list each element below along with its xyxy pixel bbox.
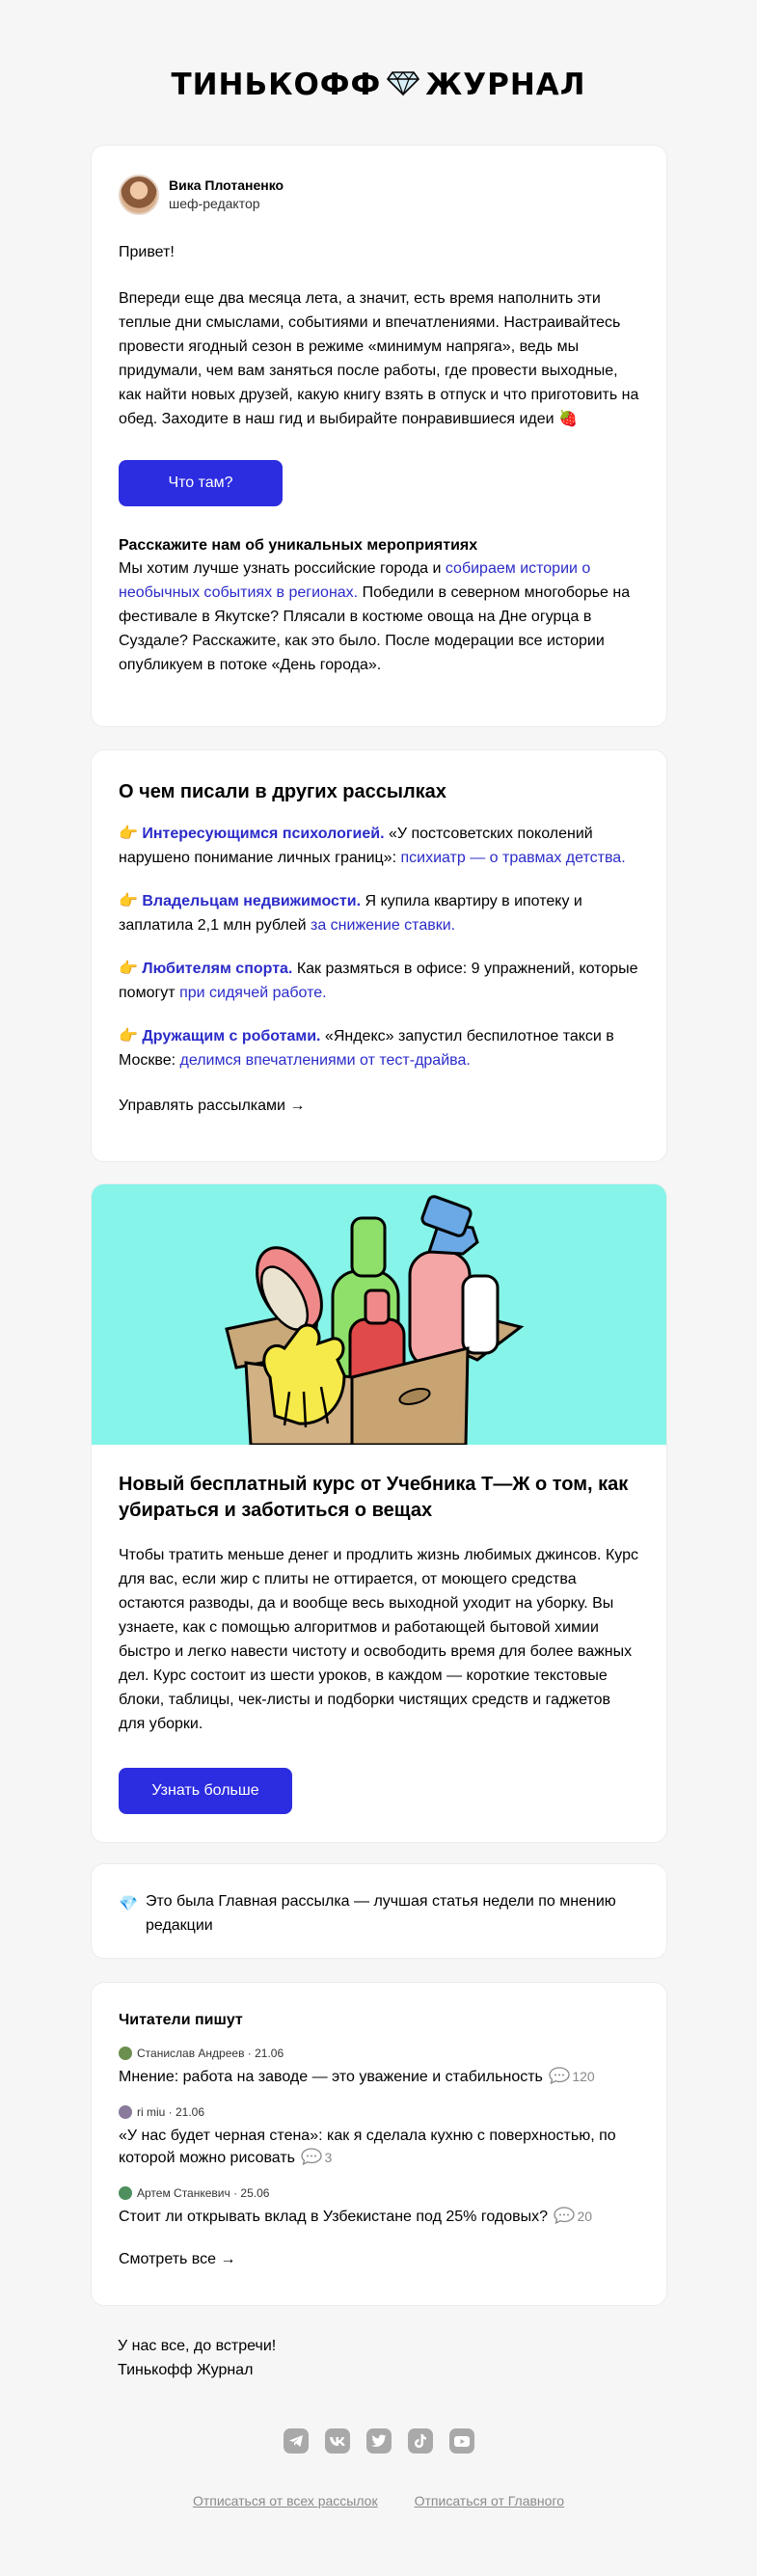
social-links (0, 2428, 757, 2454)
other-newsletters-card (91, 749, 667, 1162)
tiktok-icon[interactable] (408, 2428, 433, 2454)
farewell-line: У нас все, до встречи! (118, 2338, 277, 2354)
reader-meta: Артем Станкевич · 25.06 (137, 2186, 270, 2200)
logo-left-text: ТИНЬКОФФ (171, 68, 382, 102)
farewell (118, 2334, 276, 2382)
comments-number: 120 (572, 2069, 595, 2084)
newsletter-audience-link[interactable]: Любителям спорта. (142, 961, 293, 977)
comments-count (299, 2150, 332, 2165)
newsletter-text: Я купила квартиру в ипотеку и заплатила 2,1 млн рублей (119, 893, 582, 934)
newsletter-text: «Яндекс» запустил беспилотное такси в Москве: (119, 1028, 614, 1069)
diamond-logo-icon (387, 70, 419, 100)
avatar (119, 2186, 132, 2200)
twitter-icon[interactable] (366, 2428, 392, 2454)
events-text-part2: Победили в северном многоборье на фестивале в Якутске? Плясали в костюме овоща на Дне огурца в Суздале? Расскажите, как это было. После модерации все истории опубликуем в потоке «День города». (119, 584, 631, 673)
readers-title: Читатели пишут (119, 2012, 243, 2028)
events-text (119, 556, 639, 677)
intro-text (119, 286, 639, 431)
newsletter-article-link[interactable]: при сидячей работе. (179, 985, 327, 1001)
newsletter-article-link[interactable]: психиатр — о травмах детства. (400, 850, 626, 866)
pointing-hand-icon: 👉 (119, 826, 138, 842)
what-there-button[interactable]: Что там? (119, 460, 283, 506)
manage-subscriptions-link[interactable]: Управлять рассылками → (119, 1098, 306, 1114)
main-newsletter-note-card (91, 1863, 667, 1959)
cleaning-box-illustration (92, 1184, 666, 1445)
reader-post[interactable] (119, 2105, 639, 2169)
reader-meta: ri miu · 21.06 (137, 2105, 205, 2119)
list-item (119, 957, 639, 1005)
unsubscribe-main-link[interactable]: Отписаться от Главного (414, 2493, 565, 2508)
newsletter-text: Как размяться в офисе: 9 упражнений, которые помогут (119, 961, 638, 1001)
events-link[interactable]: собираем истории о необычных событиях в регионах. (119, 560, 591, 601)
course-card (91, 1183, 667, 1843)
greeting: Привет! (119, 244, 175, 260)
comments-number: 20 (577, 2209, 593, 2224)
comments-count (552, 2209, 592, 2224)
avatar (119, 2105, 132, 2119)
pointing-hand-icon: 👉 (119, 961, 138, 977)
readers-card (91, 1982, 667, 2306)
comment-bubble-icon (549, 2067, 570, 2084)
newsletter-audience-link[interactable]: Владельцам недвижимости. (142, 893, 362, 909)
comment-bubble-icon (554, 2207, 575, 2224)
events-title: Расскажите нам об уникальных мероприятиях (119, 537, 478, 554)
events-text-part1: Мы хотим лучше узнать российские города и (119, 560, 446, 577)
course-title: Новый бесплатный курс от Учебника Т—Ж о том, как убираться и заботиться о вещах (119, 1474, 629, 1521)
unsubscribe-all-link[interactable]: Отписаться от всех рассылок (192, 2493, 378, 2508)
learn-more-button[interactable]: Узнать больше (119, 1768, 292, 1814)
vk-icon[interactable] (325, 2428, 350, 2454)
reader-meta: Станислав Андреев · 21.06 (137, 2047, 284, 2060)
gem-icon: 💎 (119, 1896, 138, 1912)
editor-letter-card (91, 145, 667, 727)
strawberry-icon: 🍓 (558, 411, 578, 427)
youtube-icon[interactable] (449, 2428, 474, 2454)
reader-post[interactable] (119, 2186, 639, 2228)
author-role: шеф-редактор (169, 196, 260, 211)
list-item (119, 1024, 639, 1072)
logo[interactable] (0, 60, 757, 110)
see-all-link[interactable]: Смотреть все → (119, 2251, 236, 2267)
pointing-hand-icon: 👉 (119, 893, 138, 909)
course-text: Чтобы тратить меньше денег и продлить жизнь любимых джинсов. Курс для вас, если жир с плиты не оттирается, от моющего средства остаются разводы, да и вообще весь выходной уходит на уборку. Вы узнаете, как с помощью алгоритмов и работающей бытовой химии быстро и легко навести чистоту и освободить время для более важных дел. Курс состоит из шести уроков, в каждом — короткие текстовые блоки, таблицы, чек-листы и подборки чистящих средств и гаджетов для уборки. (119, 1547, 638, 1732)
pointing-hand-icon: 👉 (119, 1028, 138, 1044)
logo-right-text: ЖУРНАЛ (425, 68, 586, 102)
reader-post-title[interactable]: Мнение: работа на заводе — это уважение и стабильность (119, 2069, 543, 2085)
list-item (119, 822, 639, 870)
author-name: Вика Плотаненко (169, 177, 284, 193)
author (119, 175, 639, 215)
reader-post[interactable] (119, 2047, 639, 2088)
main-note-text: Это была Главная рассылка — лучшая статья недели по мнению редакции (146, 1893, 616, 1934)
newsletters-title: О чем писали в других рассылках (119, 781, 446, 802)
avatar (119, 175, 159, 215)
newsletter-audience-link[interactable]: Интересующимся психологией. (142, 826, 385, 842)
newsletter-audience-link[interactable]: Дружащим с роботами. (142, 1028, 321, 1044)
comment-bubble-icon (301, 2148, 322, 2165)
newsletter-text: «У постсоветских поколений нарушено понимание личных границ»: (119, 826, 593, 866)
reader-post-title[interactable]: Стоит ли открывать вклад в Узбекистане под 25% годовых? (119, 2209, 549, 2225)
farewell-signature: Тинькофф Журнал (118, 2362, 254, 2378)
comments-count (547, 2069, 594, 2084)
list-item (119, 889, 639, 937)
newsletter-article-link[interactable]: делимся впечатлениями от тест-драйва. (179, 1052, 471, 1069)
avatar (119, 2047, 132, 2060)
telegram-icon[interactable] (284, 2428, 309, 2454)
newsletter-article-link[interactable]: за снижение ставки. (311, 917, 456, 934)
footer-links (0, 2493, 757, 2508)
cleaning-supplies-icon (92, 1184, 667, 1445)
reader-post-title[interactable]: «У нас будет черная стена»: как я сделала кухню с поверхностью, по которой можно рисовать (119, 2128, 616, 2166)
comments-number: 3 (324, 2150, 333, 2165)
intro-body: Впереди еще два месяца лета, а значит, есть время наполнить эти теплые дни смыслами, событиями и впечатлениями. Настраивайтесь провести ягодный сезон в режиме «минимум напряга», ведь мы придумали, чем вам заняться после работы, где провести выходные, как найти новых друзей, какую книгу взять в отпуск и что приготовить на обед. Заходите в наш гид и выбирайте понравившиеся идеи (119, 290, 639, 427)
